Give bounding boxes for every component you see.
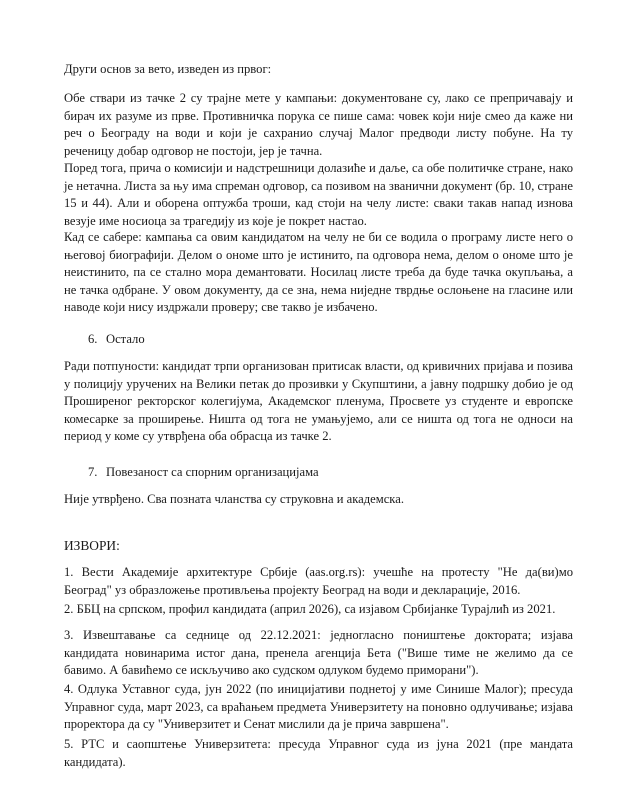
section5-paragraph-2: Поред тога, прича о комисији и надстрешници долазиће и даље, са обе политичке стране, нако је нетачна. Листа за њу има спреман одговор, са позивом на званични документ (бр. 10, стране 15 и 44). Али и оборена оптужба троши, кад стоји на челу листе: сваки такав напад изнова везује име носиоца за трагедију из које је покрет настао. [64,161,573,228]
section5-paragraph-1: Обе ствари из тачке 2 су трајне мете у кампањи: документоване су, лако се препричавају и бирач их разуме из прве. Противничка порука се пише сама: човек који није смео да каже ни реч о Београду на води и који је сахранио случај Малог предводи листу побуне. На ту реченицу добар одговор не постоји, јер је тачна. [64,91,573,158]
section7-heading [88,464,319,482]
section6-heading [88,331,145,349]
source-item-2: 2. ББЦ на српском, профил кандидата (април 2026), са изјавом Србијанке Турајлић из 2021. [64,602,556,616]
section7-number: 7. [88,465,98,479]
section5-intro: Други основ за вето, изведен из првог: [64,62,272,76]
section6-title: Остало [106,332,145,346]
sources-title: ИЗВОРИ: [64,538,120,553]
source-item-5: 5. РТС и саопштење Универзитета: пресуда Управног суда из јуна 2021 (пре мандата кандидата). [64,737,573,769]
section7-title: Повезаност са спорним организацијама [106,465,319,479]
source-item-4: 4. Одлука Уставног суда, јун 2022 (по иницијативи поднетој у име Синише Малог); пресуда Управног суда, март 2023, са враћањем предмета Универзитету на поновно одлучивање; изјава проректора да су "Универзитет и Сенат мислили да је прича завршена". [64,682,573,732]
section6-number: 6. [88,332,98,346]
source-item-1: 1. Вести Академије архитектуре Србије (aas.org.rs): учешће на протесту "Не да(ви)мо Београд" уз образложење противљења пројекту Београд на води и декларације, 2016. [64,565,573,597]
section5-paragraph-3: Кад се сабере: кампања са овим кандидатом на челу не би се водила о програму листе него о његовој биографији. Делом о ономе што је истинито, па одговора нема, делом о ономе што је неистинито, па се стално мора демантовати. Носилац листе треба да буде тачка окупљања, а не тачка одбране. У овом документу, да се зна, нема ниједне тврдње ослоњене на гласине или наводе који нису издржали проверу; све такво је избачено. [64,230,573,315]
section6-text: Ради потпуности: кандидат трпи организован притисак власти, од кривичних пријава и позива у полицију уручених на Велики петак до прозивки у Скупштини, а јавну подршку добио је од Проширеног ректорског колегијума, Академског пленума, Просвете уз студенте и европске комесарке за проширење. Ништа од тога не умањујемо, али се ништа од тога не односи на период у коме су утврђена оба обрасца из тачке 2. [64,359,573,444]
source-item-3: 3. Извештавање са седнице од 22.12.2021: једногласно поништење доктората; изјава кандидата новинарима истог дана, пренела агенција Бета ("Више тиме не желимо да се бавимо. А бавићемо се искључиво ако судском одлуком будемо приморани"). [64,628,573,678]
section7-text: Није утврђено. Сва позната чланства су струковна и академска. [64,492,404,506]
